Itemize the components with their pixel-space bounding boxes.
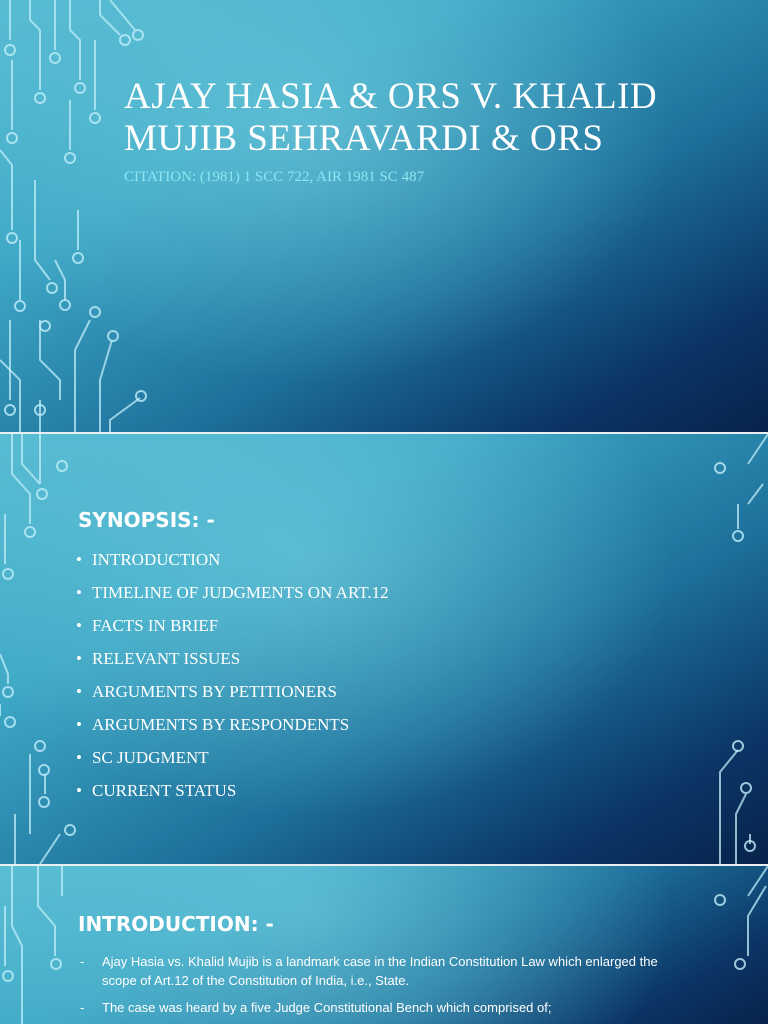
list-item-label: Ajay Hasia vs. Khalid Mujib is a landmark case in the Indian Constitution Law which enlarged the scope of Art.12 of the Constitution of India, i.e., State. [102,954,658,988]
circuit-decoration-icon [0,0,180,432]
list-item-label: FACTS IN BRIEF [92,616,219,635]
circuit-decoration-right-icon [688,866,768,1024]
list-item-label: The case was heard by a five Judge Constitutional Bench which comprised of; [102,1000,552,1015]
list-item-label: TIMELINE OF JUDGMENTS ON ART.12 [92,583,389,602]
circuit-decoration-right-icon [688,434,768,864]
list-item [76,550,389,583]
list-item [78,998,688,1017]
synopsis-list [76,550,389,814]
bullet-icon: • [76,616,82,635]
list-item [76,748,389,781]
bullet-icon: • [76,748,82,767]
synopsis-heading: SYNOPSIS: - [78,508,215,532]
circuit-decoration-left-icon [0,866,80,1024]
list-item [76,649,389,682]
dash-icon: - [80,954,85,969]
bullet-icon: • [76,715,82,734]
list-item [76,781,389,814]
list-item-label: ARGUMENTS BY PETITIONERS [92,682,337,701]
bullet-icon: • [76,781,82,800]
list-item-label: ARGUMENTS BY RESPONDENTS [92,715,350,734]
list-item [78,952,688,990]
bullet-icon: • [76,583,82,602]
list-item-label: RELEVANT ISSUES [92,649,241,668]
circuit-decoration-left-icon [0,434,80,864]
bullet-icon: • [76,550,82,569]
list-item-label: CURRENT STATUS [92,781,237,800]
slide-introduction [0,866,768,1024]
bullet-icon: • [76,682,82,701]
list-item [76,682,389,715]
slide-synopsis [0,434,768,864]
list-item [76,583,389,616]
dash-icon: - [80,1000,85,1015]
list-item [76,715,389,748]
list-item-label: INTRODUCTION [92,550,221,569]
list-item [76,616,389,649]
slide-title [0,0,768,432]
introduction-heading: INTRODUCTION: - [78,912,274,936]
list-item-label: SC JUDGMENT [92,748,209,767]
citation-text: CITATION: (1981) 1 SCC 722, AIR 1981 SC 487 [124,169,425,185]
slide-title-text: AJAY HASIA & ORS V. KHALID MUJIB SEHRAVARDI & ORS [124,76,658,159]
bullet-icon: • [76,649,82,668]
introduction-list [78,952,688,1024]
